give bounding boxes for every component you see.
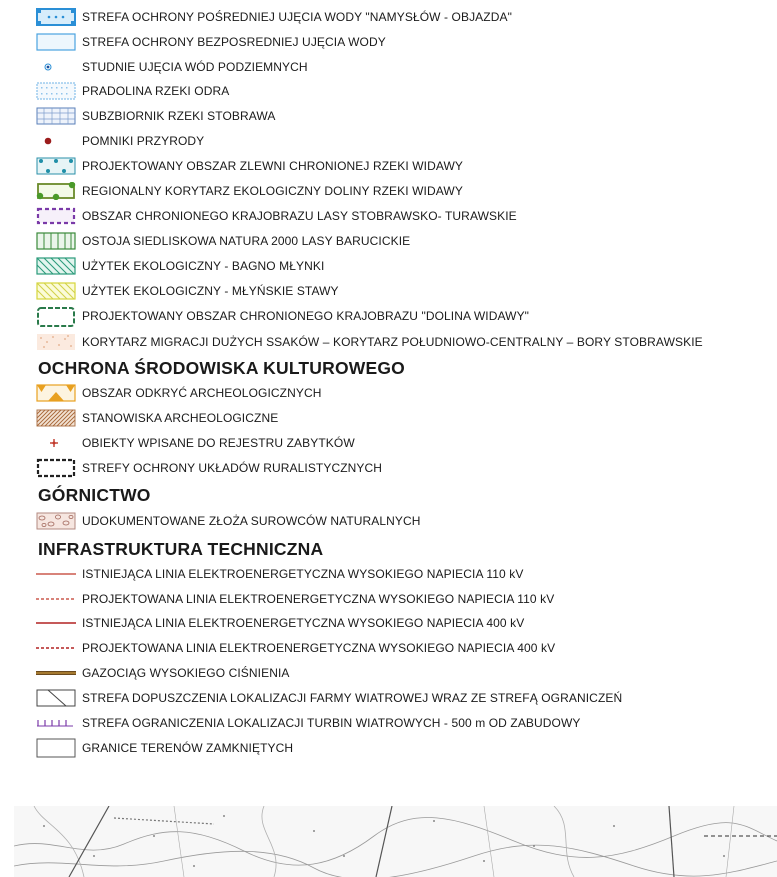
legend-item-mlynskie-stawy	[36, 280, 339, 302]
brown-hatched-area-icon	[36, 409, 76, 427]
legend-label: UŻYTEK EKOLOGICZNY - MŁYŃSKIE STAWY	[82, 284, 339, 298]
purple-dashed-area-icon	[36, 207, 76, 225]
legend-item-mineral-deposits	[36, 510, 421, 532]
peach-dotted-area-icon	[36, 333, 76, 351]
legend-item-archaeological-discoveries	[36, 382, 321, 404]
legend-item-wells	[36, 56, 308, 78]
legend-item-mammal-corridor	[36, 331, 703, 353]
blue-well-dot-icon	[36, 58, 76, 76]
red-solid-line-icon	[36, 565, 76, 583]
legend-label: ISTNIEJĄCA LINIA ELEKTROENERGETYCZNA WYSOKIEGO NAPIECIA 400 kV	[82, 616, 525, 630]
pink-pebbles-area-icon	[36, 512, 76, 530]
section-title-infrastructure: INFRASTRUKTURA TECHNICZNA	[38, 539, 324, 559]
red-dot-icon	[36, 132, 76, 150]
legend-label: STREFY OCHRONY UKŁADÓW RURALISTYCZNYCH	[82, 461, 383, 475]
teal-hatched-area-icon	[36, 257, 76, 275]
legend-label: REGIONALNY KORYTARZ EKOLOGICZNY DOLINY RZEKI WIDAWY	[82, 184, 463, 198]
legend-label: STREFA OCHRONY BEZPOSREDNIEJ UJĘCIA WODY	[82, 35, 386, 49]
topographic-map-excerpt	[14, 806, 777, 877]
legend-label: SUBZBIORNIK RZEKI STOBRAWA	[82, 109, 276, 123]
legend-label: STREFA OCHRONY POŚREDNIEJ UJĘCIA WODY "NAMYSŁÓW - OBJAZDA"	[82, 10, 512, 24]
black-dashed-area-icon	[36, 459, 76, 477]
legend-item-natura-2000	[36, 230, 410, 252]
legend-label: KORYTARZ MIGRACJI DUŻYCH SSAKÓW – KORYTARZ POŁUDNIOWO-CENTRALNY – BORY STOBRAWSKIE	[82, 335, 703, 349]
legend-label: OBSZAR ODKRYĆ ARCHEOLOGICZNYCH	[82, 386, 322, 400]
red-dashed-line-icon	[36, 590, 76, 608]
legend-label: OBSZAR CHRONIONEGO KRAJOBRAZU LASY STOBRAWSKO- TURAWSKIE	[82, 209, 517, 223]
legend-item-existing-400kv	[36, 612, 524, 634]
legend-label: PROJEKTOWANA LINIA ELEKTROENERGETYCZNA WYSOKIEGO NAPIECIA 400 kV	[82, 641, 556, 655]
blue-outline-area-icon	[36, 33, 76, 51]
blue-grid-area-icon	[36, 107, 76, 125]
dotted-blue-area-icon	[36, 8, 76, 26]
legend-label: STREFA DOPUSZCZENIA LOKALIZACJI FARMY WIATROWEJ WRAZ ZE STREFĄ OGRANICZEŃ	[82, 691, 623, 705]
diagonal-box-icon	[36, 689, 76, 707]
legend-label: UŻYTEK EKOLOGICZNY - BAGNO MŁYNKI	[82, 259, 325, 273]
legend-label: STREFA OGRANICZENIA LOKALIZACJI TURBIN WIATROWYCH - 500 m OD ZABUDOWY	[82, 716, 581, 730]
yellow-hatched-area-icon	[36, 282, 76, 300]
legend-label: PROJEKTOWANY OBSZAR CHRONIONEGO KRAJOBRAZU "DOLINA WIDAWY"	[82, 309, 530, 323]
legend-label: PROJEKTOWANA LINIA ELEKTROENERGETYCZNA WYSOKIEGO NAPIECIA 110 kV	[82, 592, 555, 606]
legend-item-indirect-water-protection	[36, 6, 512, 28]
legend-label: OBIEKTY WPISANE DO REJESTRU ZABYTKÓW	[82, 436, 355, 450]
legend-item-archaeological-sites	[36, 407, 278, 429]
legend-item-registered-monuments	[36, 432, 355, 454]
purple-ticks-line-icon	[36, 714, 76, 732]
legend-item-dolina-widawy	[36, 305, 529, 327]
legend-item-landscape-area-stobrawa	[36, 205, 517, 227]
legend-label: STUDNIE UJĘCIA WÓD PODZIEMNYCH	[82, 60, 308, 74]
green-striped-area-icon	[36, 232, 76, 250]
section-title-culture: OCHRONA ŚRODOWISKA KULTUROWEGO	[38, 358, 405, 378]
section-title-mining: GÓRNICTWO	[38, 485, 151, 505]
legend-item-projected-400kv	[36, 637, 555, 659]
gray-box-icon	[36, 739, 76, 757]
blue-stippled-area-icon	[36, 82, 76, 100]
red-cross-icon	[36, 434, 76, 452]
legend-item-direct-water-protection	[36, 31, 386, 53]
legend-item-ecological-corridor	[36, 180, 463, 202]
legend-label: ISTNIEJĄCA LINIA ELEKTROENERGETYCZNA WYSOKIEGO NAPIECIA 110 kV	[82, 567, 524, 581]
legend-label: OSTOJA SIEDLISKOWA NATURA 2000 LASY BARUCICKIE	[82, 234, 411, 248]
legend-label: GRANICE TERENÓW ZAMKNIĘTYCH	[82, 741, 294, 755]
legend-label: STANOWISKA ARCHEOLOGICZNE	[82, 411, 279, 425]
legend-item-gas-pipeline	[36, 662, 290, 684]
legend-item-widawa-catchment	[36, 155, 463, 177]
legend-item-nature-monuments	[36, 130, 204, 152]
legend-item-stobrawa-subbasin	[36, 105, 276, 127]
legend-label: UDOKUMENTOWANE ZŁOŻA SUROWCÓW NATURALNYCH	[82, 514, 421, 528]
teal-dots-area-icon	[36, 157, 76, 175]
legend-label: PROJEKTOWANY OBSZAR ZLEWNI CHRONIONEJ RZEKI WIDAWY	[82, 159, 464, 173]
green-dashed-area-icon	[36, 307, 76, 325]
legend-item-turbine-restriction	[36, 712, 581, 734]
legend-item-odra-valley	[36, 80, 229, 102]
legend-item-rural-layout-zones	[36, 457, 382, 479]
legend-label: GAZOCIĄG WYSOKIEGO CIŚNIENIA	[82, 666, 290, 680]
red-dashed-line-icon	[36, 639, 76, 657]
orange-triangles-area-icon	[36, 384, 76, 402]
legend-item-bagno-mlynki	[36, 255, 324, 277]
legend-item-wind-farm-zone	[36, 687, 622, 709]
legend-label: POMNIKI PRZYRODY	[82, 134, 205, 148]
legend-item-closed-areas	[36, 737, 293, 759]
legend-item-projected-110kv	[36, 588, 554, 610]
green-corridor-icon	[36, 182, 76, 200]
brown-thick-line-icon	[36, 664, 76, 682]
legend-label: PRADOLINA RZEKI ODRA	[82, 84, 230, 98]
legend-item-existing-110kv	[36, 563, 523, 585]
red-solid-line-icon	[36, 614, 76, 632]
